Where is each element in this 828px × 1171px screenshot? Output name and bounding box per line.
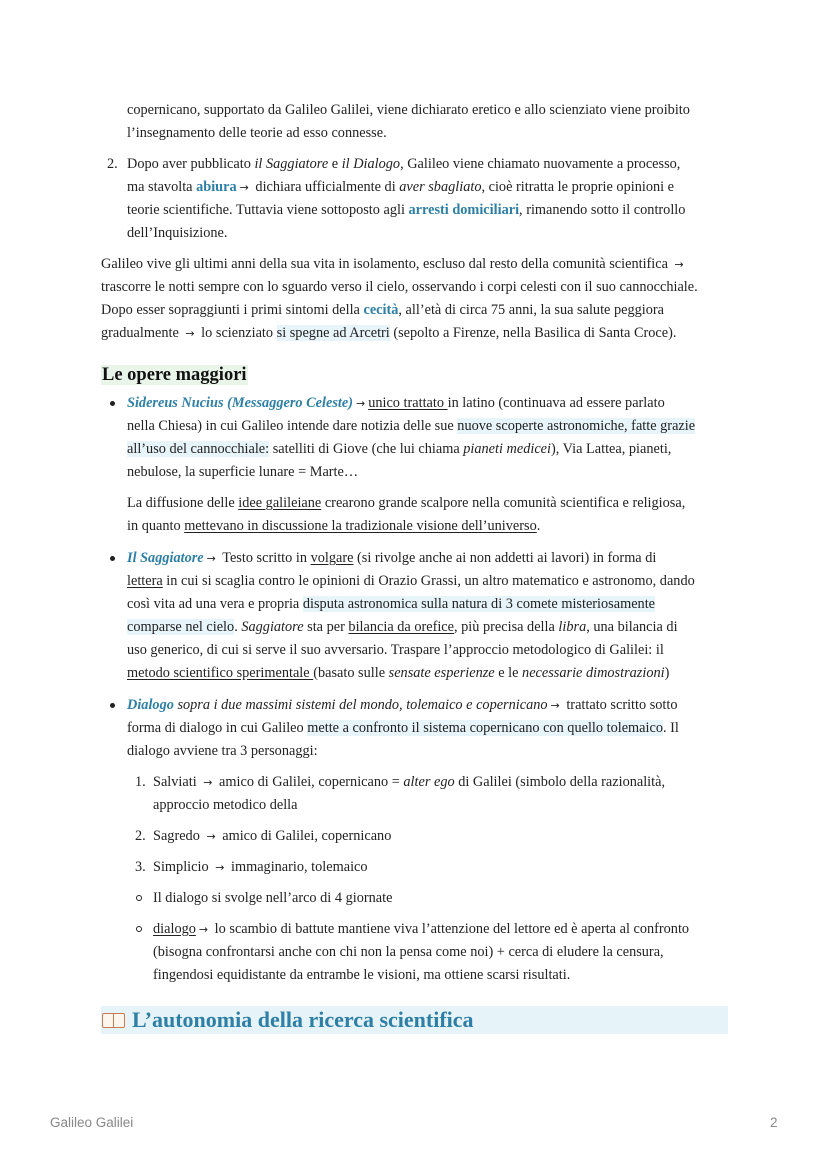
sub-bullet-2 [127, 918, 728, 987]
text-line: teorie scientifiche. Tuttavia viene sottoposto agli arresti domiciliari, rimanendo sotto il controllo [127, 202, 686, 218]
text-line: lettera in cui si scaglia contro le opinioni di Orazio Grassi, un altro matematico e astronomo, dando [127, 573, 695, 589]
text-line: gradualmente → lo scienziato si spegne ad Arcetri (sepolto a Firenze, nella Basilica di Santa Croce). [101, 325, 677, 341]
text-line: dialogo avviene tra 3 personaggi: [127, 743, 318, 759]
title-dialogo: il Dialogo [341, 156, 401, 172]
work-title: Sidereus Nucius (Messaggero Celeste) [127, 395, 353, 411]
list-item-dialogo [101, 694, 728, 987]
keyword-cecita: cecità [363, 302, 399, 318]
text-line: dell’Inquisizione. [127, 225, 228, 241]
arrow-icon: → [239, 181, 249, 194]
text-line: Simplicio → immaginario, tolemaico [153, 859, 368, 875]
footer-title: Galileo Galilei [50, 1115, 134, 1130]
character-item-2: 2. Sagredo → amico di Galilei, copernicano [127, 825, 728, 848]
text-line: così vita ad una vera e propria disputa astronomica sulla natura di 3 comete misteriosamente [127, 596, 656, 612]
text-line: Dopo aver pubblicato il Saggiatore e il Dialogo, Galileo viene chiamato nuovamente a processo, [127, 156, 681, 172]
text-line: nella Chiesa) in cui Galileo intende dare notizia delle sue nuove scoperte astronomiche, fatte grazie [127, 418, 696, 434]
arrow-icon: → [185, 327, 195, 340]
text-line: all’uso del cannocchiale: satelliti di Giove (che lui chiama pianeti medicei), Via Lattea, pianeti, [127, 441, 672, 457]
arrow-icon: → [206, 552, 216, 565]
page-content [101, 99, 728, 1034]
keyword-abiura: abiura [196, 179, 237, 195]
text-line: in quanto mettevano in discussione la tradizionale visione dell’universo. [127, 518, 541, 534]
text-line: La diffusione delle idee galileiane crearono grande scalpore nella comunità scientifica e religiosa, [127, 495, 686, 511]
text-line: Galileo vive gli ultimi anni della sua vita in isolamento, escluso dal resto della comunità scientifica → [101, 256, 684, 272]
arrow-icon: → [203, 776, 213, 789]
text-line: Dopo esser sopraggiunti i primi sintomi della cecità, all’età di circa 75 anni, la sua salute peggiora [101, 302, 664, 318]
work-title: Dialogo [127, 697, 174, 713]
arrow-icon: → [215, 861, 225, 874]
text-line: Dialogo sopra i due massimi sistemi del mondo, tolemaico e copernicano → trattato scritto sotto [127, 697, 678, 713]
list-item-saggiatore [101, 547, 728, 685]
bullet-icon [110, 401, 115, 406]
paragraph-final-years [101, 253, 728, 345]
text-line: Salviati → amico di Galilei, copernicano = alter ego di Galilei (simbolo della razionalità, [153, 774, 666, 790]
text-line: Sidereus Nucius (Messaggero Celeste) → unico trattato in latino (continuava ad essere parlato [127, 395, 665, 411]
arrow-icon: → [355, 397, 366, 410]
section-heading-opere: Le opere maggiori [102, 365, 247, 385]
highlight: si spegne ad Arcetri [276, 325, 390, 341]
text-line: ma stavolta abiura → dichiara ufficialmente di aver sbagliato, cioè ritratta le proprie opinioni e [127, 179, 675, 195]
list-item-2 [101, 153, 728, 245]
list-item-sidereus [101, 392, 728, 538]
text-line: uso generico, di cui si serve il suo avversario. Traspare l’approccio metodologico di Galilei: il [127, 642, 664, 658]
text-line: trascorre le notti sempre con lo sguardo verso il cielo, osservando i corpi celesti con il suo cannocchiale. [101, 279, 698, 295]
list-item-1-continuation [101, 99, 728, 145]
page-number: 2 [770, 1115, 778, 1130]
arrow-icon: → [198, 923, 209, 936]
text-line: (bisogna confrontarsi anche con chi non la pensa come noi) + cerca di eludere la censura, [153, 944, 664, 960]
work-title: Il Saggiatore [127, 550, 204, 566]
text-line: forma di dialogo in cui Galileo mette a confronto il sistema copernicano con quello tolemaico. Il [127, 720, 679, 736]
text-line: metodo scientifico sperimentale (basato sulle sensate esperienze e le necessarie dimostrazioni) [127, 665, 670, 681]
text-line: fingendosi equidistante da entrambe le visioni, ma ottiene scarsi risultati. [153, 967, 571, 983]
circle-bullet-icon [136, 926, 142, 932]
text-line: dialogo → lo scambio di battute mantiene viva l’attenzione del lettore ed è aperta al confronto [153, 921, 690, 937]
text-line: l’insegnamento delle teorie ad esso connesse. [127, 125, 387, 141]
character-item-1: 1. Salviati → amico di Galilei, copernicano = alter ego di Galilei (simbolo della razionalità, approccio metodico della [127, 771, 728, 817]
arrow-icon: → [674, 258, 684, 271]
keyword-arresti: arresti domiciliari [408, 202, 520, 218]
text-line: approccio metodico della [153, 797, 298, 813]
text-line: Il Saggiatore → Testo scritto in volgare (si rivolge anche ai non addetti ai lavori) in forma di [127, 550, 657, 566]
text-line: comparse nel cielo. Saggiatore sta per bilancia da orefice, più precisa della libra, una bilancia di [127, 619, 678, 635]
list-number: 2. [107, 156, 118, 172]
open-book-icon [102, 1012, 127, 1028]
text-line: Il dialogo si svolge nell’arco di 4 giornate [153, 890, 393, 906]
section-heading-autonomia: L’autonomia della ricerca scientifica [101, 1006, 728, 1034]
text-line: copernicano, supportato da Galileo Galilei, viene dichiarato eretico e allo scienziato viene proibito [127, 102, 690, 118]
arrow-icon: → [550, 699, 560, 712]
title-saggiatore: il Saggiatore [254, 156, 329, 172]
text-line: Sagredo → amico di Galilei, copernicano [153, 828, 392, 844]
character-item-3: 3. Simplicio → immaginario, tolemaico [127, 856, 728, 879]
text-line: nebulose, la superficie lunare = Marte… [127, 464, 359, 480]
circle-bullet-icon [136, 895, 142, 901]
sub-bullet-1 [127, 887, 728, 910]
bullet-icon [110, 703, 115, 708]
bullet-icon [110, 556, 115, 561]
arrow-icon: → [206, 830, 216, 843]
